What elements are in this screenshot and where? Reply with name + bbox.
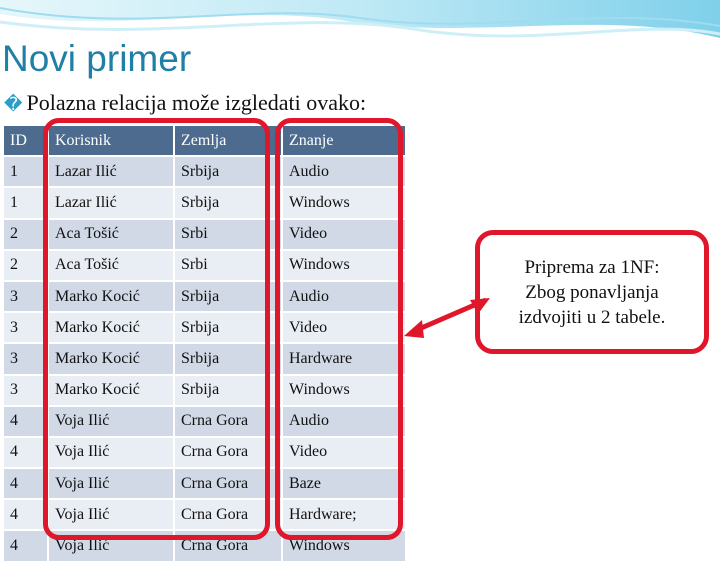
bullet-icon: � bbox=[4, 94, 23, 115]
cell-id: 3 bbox=[4, 375, 48, 406]
cell-znanje: Hardware bbox=[282, 343, 406, 374]
cell-id: 4 bbox=[4, 530, 48, 561]
note-line-1: Priprema za 1NF: bbox=[524, 256, 660, 278]
cell-korisnik: Voja Ilić bbox=[48, 530, 174, 561]
slide-subtitle bbox=[4, 90, 366, 116]
note-line-3: izdvojiti u 2 tabele. bbox=[518, 306, 666, 328]
cell-znanje: Video bbox=[282, 312, 406, 343]
cell-zemlja: Crna Gora bbox=[174, 406, 282, 437]
cell-znanje: Windows bbox=[282, 250, 406, 281]
cell-korisnik: Voja Ilić bbox=[48, 406, 174, 437]
header-id: ID bbox=[4, 126, 48, 156]
cell-korisnik: Marko Kocić bbox=[48, 312, 174, 343]
cell-zemlja: Srbija bbox=[174, 156, 282, 187]
header-zemlja: Zemlja bbox=[174, 126, 282, 156]
cell-id: 3 bbox=[4, 343, 48, 374]
cell-znanje: Audio bbox=[282, 281, 406, 312]
cell-korisnik: Voja Ilić bbox=[48, 437, 174, 468]
subtitle-text: Polazna relacija može izgledati ovako: bbox=[26, 90, 367, 115]
cell-zemlja: Crna Gora bbox=[174, 499, 282, 530]
cell-znanje: Windows bbox=[282, 530, 406, 561]
cell-znanje: Audio bbox=[282, 406, 406, 437]
cell-korisnik: Marko Kocić bbox=[48, 343, 174, 374]
cell-id: 4 bbox=[4, 468, 48, 499]
cell-zemlja: Srbija bbox=[174, 375, 282, 406]
header-korisnik: Korisnik bbox=[48, 126, 174, 156]
cell-id: 2 bbox=[4, 219, 48, 250]
cell-korisnik: Aca Tošić bbox=[48, 250, 174, 281]
cell-znanje: Windows bbox=[282, 375, 406, 406]
cell-zemlja: Srbija bbox=[174, 281, 282, 312]
slide-title: Novi primer bbox=[2, 38, 192, 79]
cell-zemlja: Srbija bbox=[174, 343, 282, 374]
cell-korisnik: Voja Ilić bbox=[48, 468, 174, 499]
cell-korisnik: Aca Tošić bbox=[48, 219, 174, 250]
cell-id: 4 bbox=[4, 437, 48, 468]
cell-znanje: Windows bbox=[282, 187, 406, 218]
cell-id: 4 bbox=[4, 406, 48, 437]
cell-id: 1 bbox=[4, 156, 48, 187]
note-box bbox=[475, 230, 709, 354]
cell-zemlja: Crna Gora bbox=[174, 468, 282, 499]
cell-znanje: Baze bbox=[282, 468, 406, 499]
cell-zemlja: Srbi bbox=[174, 219, 282, 250]
cell-korisnik: Marko Kocić bbox=[48, 375, 174, 406]
header-znanje: Znanje bbox=[282, 126, 406, 156]
note-line-2: Zbog ponavljanja bbox=[525, 281, 659, 303]
highlight-box-znanje bbox=[275, 118, 403, 540]
cell-id: 2 bbox=[4, 250, 48, 281]
cell-id: 3 bbox=[4, 281, 48, 312]
cell-korisnik: Lazar Ilić bbox=[48, 156, 174, 187]
cell-zemlja: Crna Gora bbox=[174, 437, 282, 468]
cell-id: 1 bbox=[4, 187, 48, 218]
cell-znanje: Video bbox=[282, 219, 406, 250]
cell-zemlja: Srbija bbox=[174, 187, 282, 218]
cell-zemlja: Srbija bbox=[174, 312, 282, 343]
cell-id: 4 bbox=[4, 499, 48, 530]
cell-znanje: Audio bbox=[282, 156, 406, 187]
cell-korisnik: Voja Ilić bbox=[48, 499, 174, 530]
cell-znanje: Hardware; bbox=[282, 499, 406, 530]
cell-id: 3 bbox=[4, 312, 48, 343]
cell-korisnik: Marko Kocić bbox=[48, 281, 174, 312]
cell-zemlja: Crna Gora bbox=[174, 530, 282, 561]
cell-znanje: Video bbox=[282, 437, 406, 468]
cell-korisnik: Lazar Ilić bbox=[48, 187, 174, 218]
highlight-box-korisnik-zemlja bbox=[43, 118, 270, 540]
cell-zemlja: Srbi bbox=[174, 250, 282, 281]
